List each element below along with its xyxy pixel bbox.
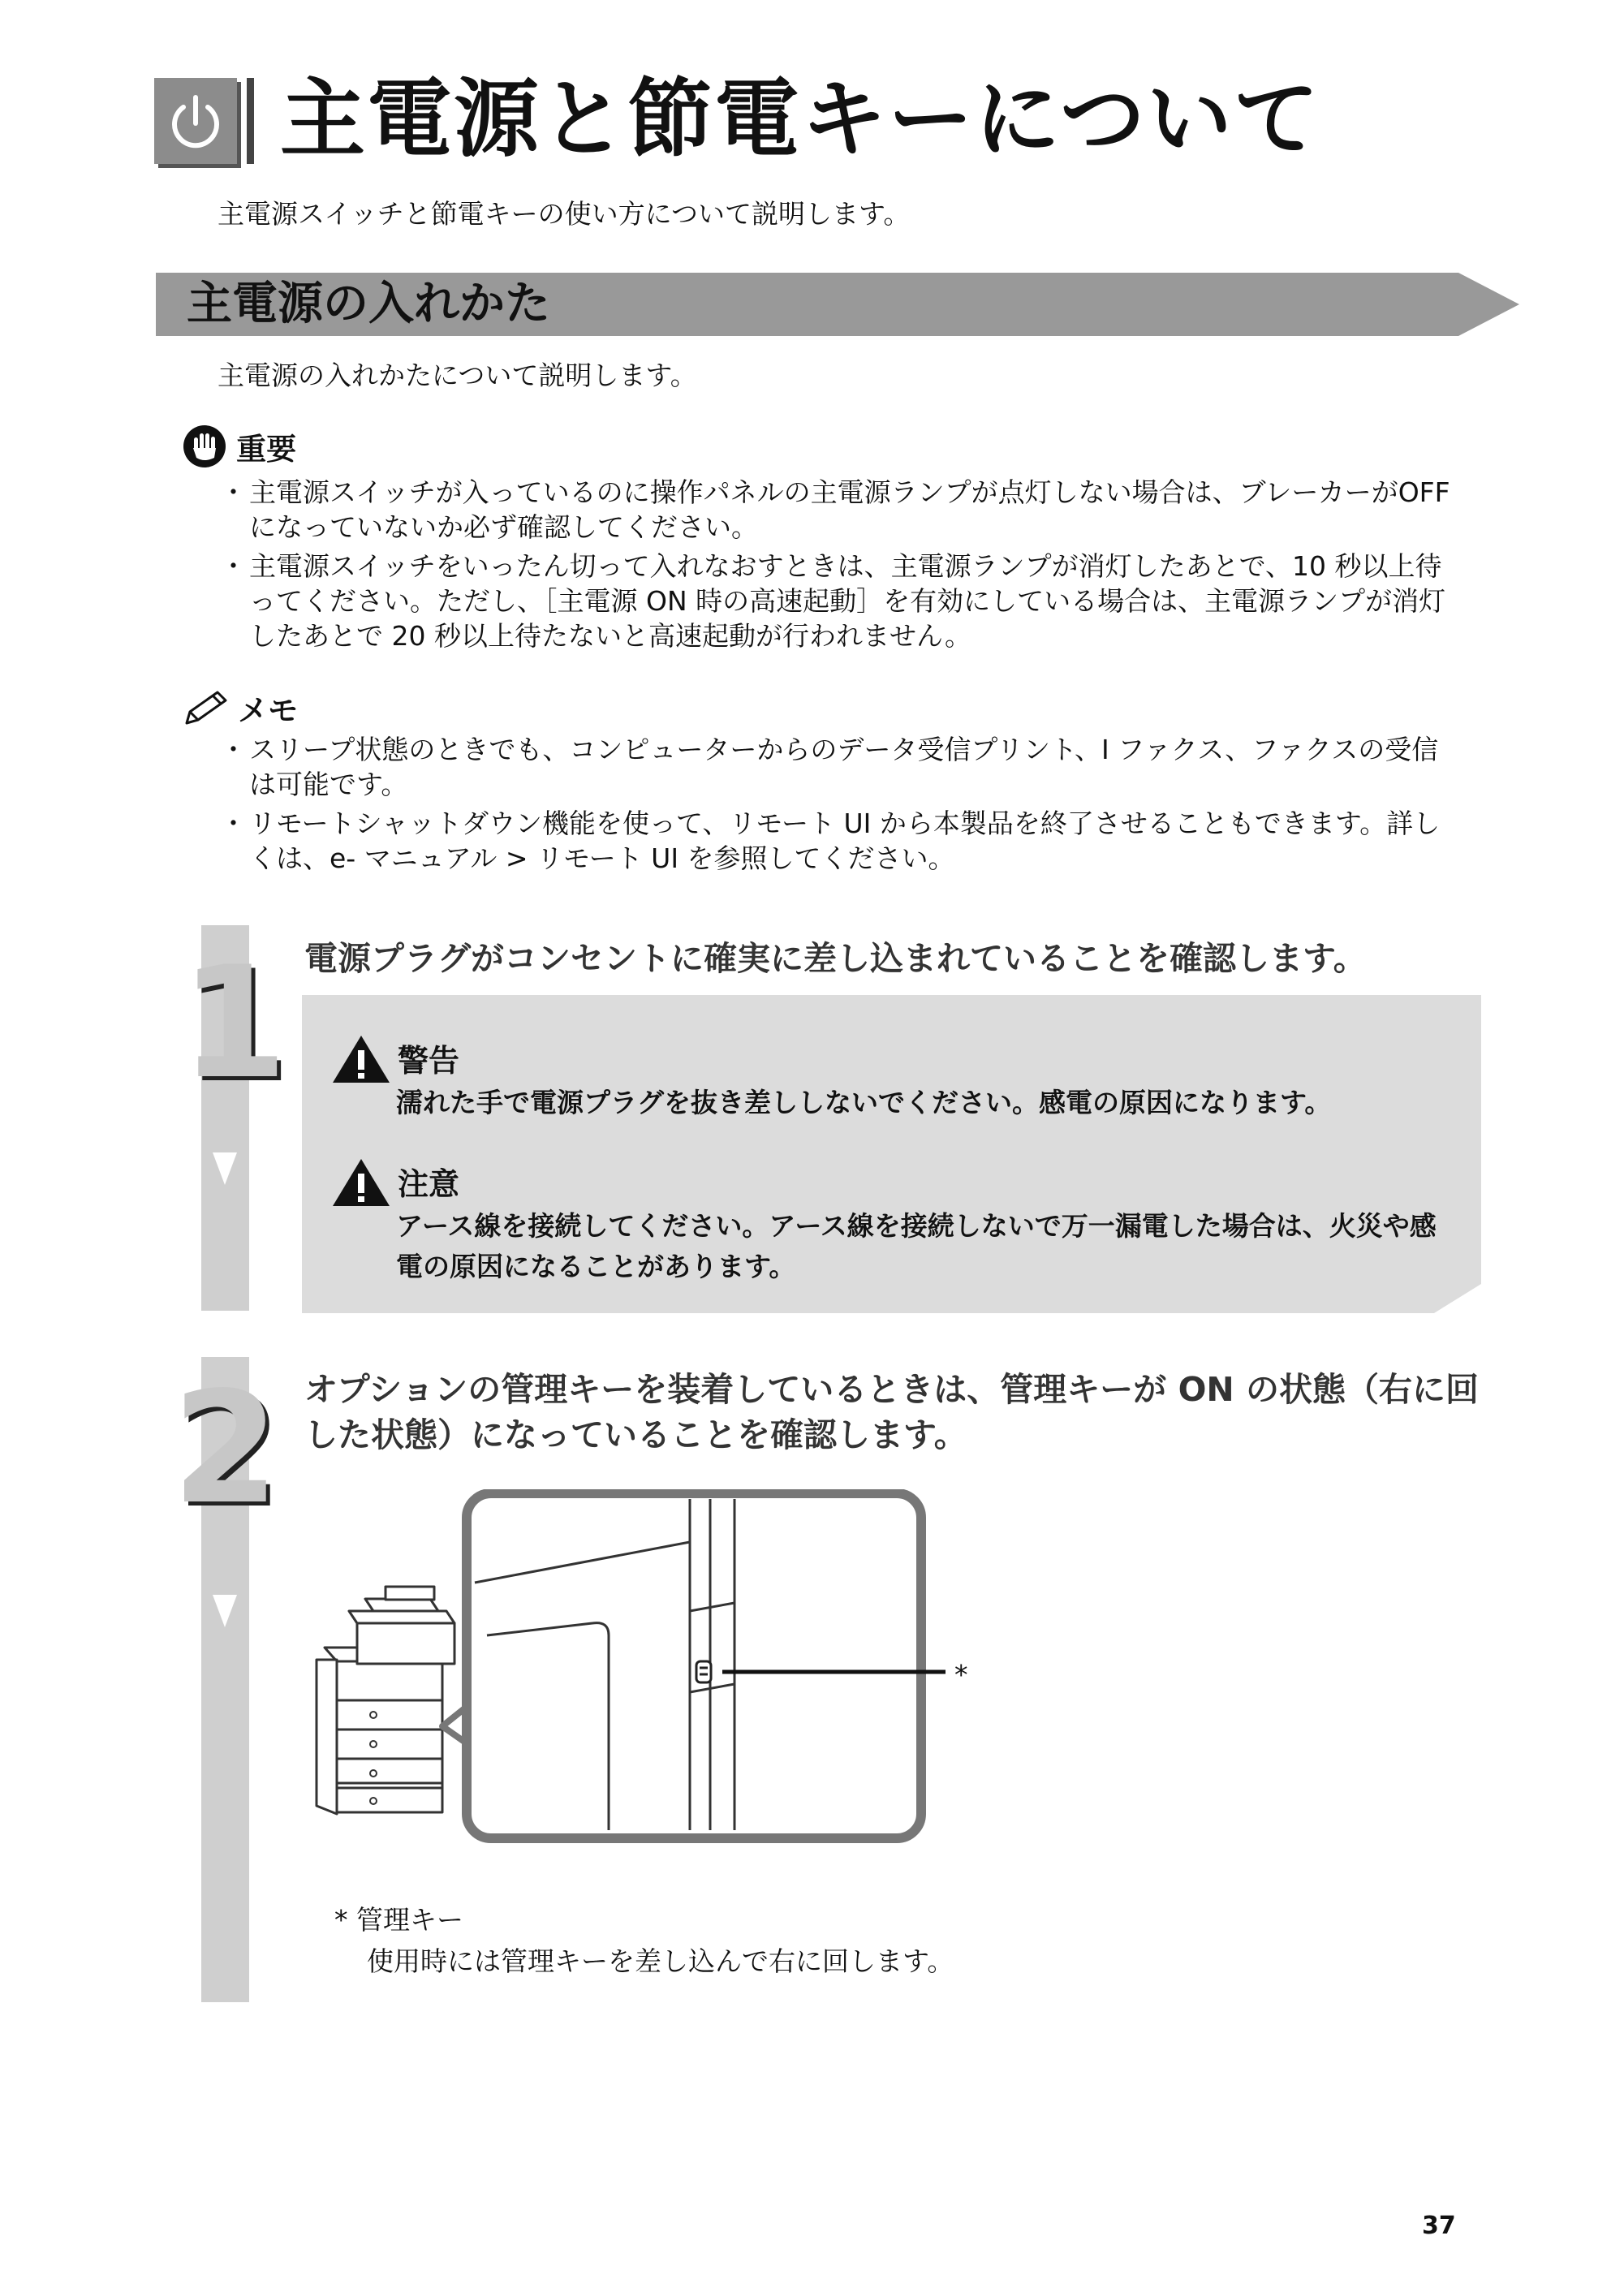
step-2-arrow-icon <box>213 1595 237 1627</box>
page-subtitle: 主電源スイッチと節電キーの使い方について説明します。 <box>218 198 911 230</box>
warning-box <box>302 995 1481 1313</box>
page-fold-corner <box>1434 1284 1481 1313</box>
section-title: 主電源の入れかた <box>187 278 550 330</box>
section-description: 主電源の入れかたについて説明します。 <box>218 360 697 391</box>
important-label: 重要 <box>236 432 297 467</box>
printer-icon <box>317 1587 454 1814</box>
warning-label: 警告 <box>398 1043 460 1079</box>
step-2-number: 2 <box>172 1359 280 1538</box>
memo-header <box>182 686 298 730</box>
caution-text: アース線を接続してください。アース線を接続しないで万一漏電した場合は、火災や感電の原因になることがあります。 <box>396 1210 1437 1282</box>
warning-triangle-icon <box>331 1034 391 1084</box>
footnote-text: 使用時には管理キーを差し込んで右に回します。 <box>367 1945 954 1977</box>
memo-label: メモ <box>238 693 299 728</box>
title-accent-bar <box>247 78 254 164</box>
warning-text: 濡れた手で電源プラグを抜き差ししないでください。感電の原因になります。 <box>396 1087 1332 1118</box>
caution-label: 注意 <box>398 1166 460 1202</box>
step-1-arrow-icon <box>213 1152 237 1185</box>
list-item: ・ リモートシャットダウン機能を使って、リモート UI から本製品を終了させることもできます。詳しくは、e- マニュアル > リモート UI を参照してください。 <box>231 806 1465 876</box>
caution-triangle-icon <box>331 1157 391 1208</box>
page-number: 37 <box>1422 2212 1456 2240</box>
power-icon <box>154 78 237 164</box>
list-item: ・ スリープ状態のときでも、コンピューターからのデータ受信プリント、I ファクス、ファクスの受信は可能です。 <box>231 732 1465 802</box>
list-item: ・ 主電源スイッチが入っているのに操作パネルの主電源ランプが点灯しない場合は、ブレーカーがOFF になっていないか必ず確認してください。 <box>231 475 1465 545</box>
callout-mark: * <box>954 1659 968 1691</box>
list-item: ・ 主電源スイッチをいったん切って入れなおすときは、主電源ランプが消灯したあとで、10 秒以上待ってください。ただし、［主電源 ON 時の高速起動］を有効にしている場合は、主電源ランプが消灯したあとで 20 秒以上待たないと高速起動が行われません。 <box>231 549 1465 653</box>
memo-list <box>231 732 1465 880</box>
important-header <box>182 424 296 469</box>
management-key-icon <box>696 1661 711 1682</box>
important-list <box>231 475 1465 657</box>
page-title: 主電源と節電キーについて <box>280 70 1320 169</box>
power-icon-box <box>154 78 237 164</box>
pencil-icon <box>182 687 230 728</box>
step-1-number: 1 <box>180 933 288 1113</box>
printer-illustration <box>300 1489 966 1846</box>
step-2-title: オプションの管理キーを装着しているときは、管理キーが ON の状態（右に回した状態）になっていることを確認します。 <box>304 1370 1480 1454</box>
hand-stop-icon <box>182 424 227 469</box>
step-1-title: 電源プラグがコンセントに確実に差し込まれていることを確認します。 <box>304 939 1367 978</box>
footnote-label: * 管理キー <box>334 1904 463 1936</box>
